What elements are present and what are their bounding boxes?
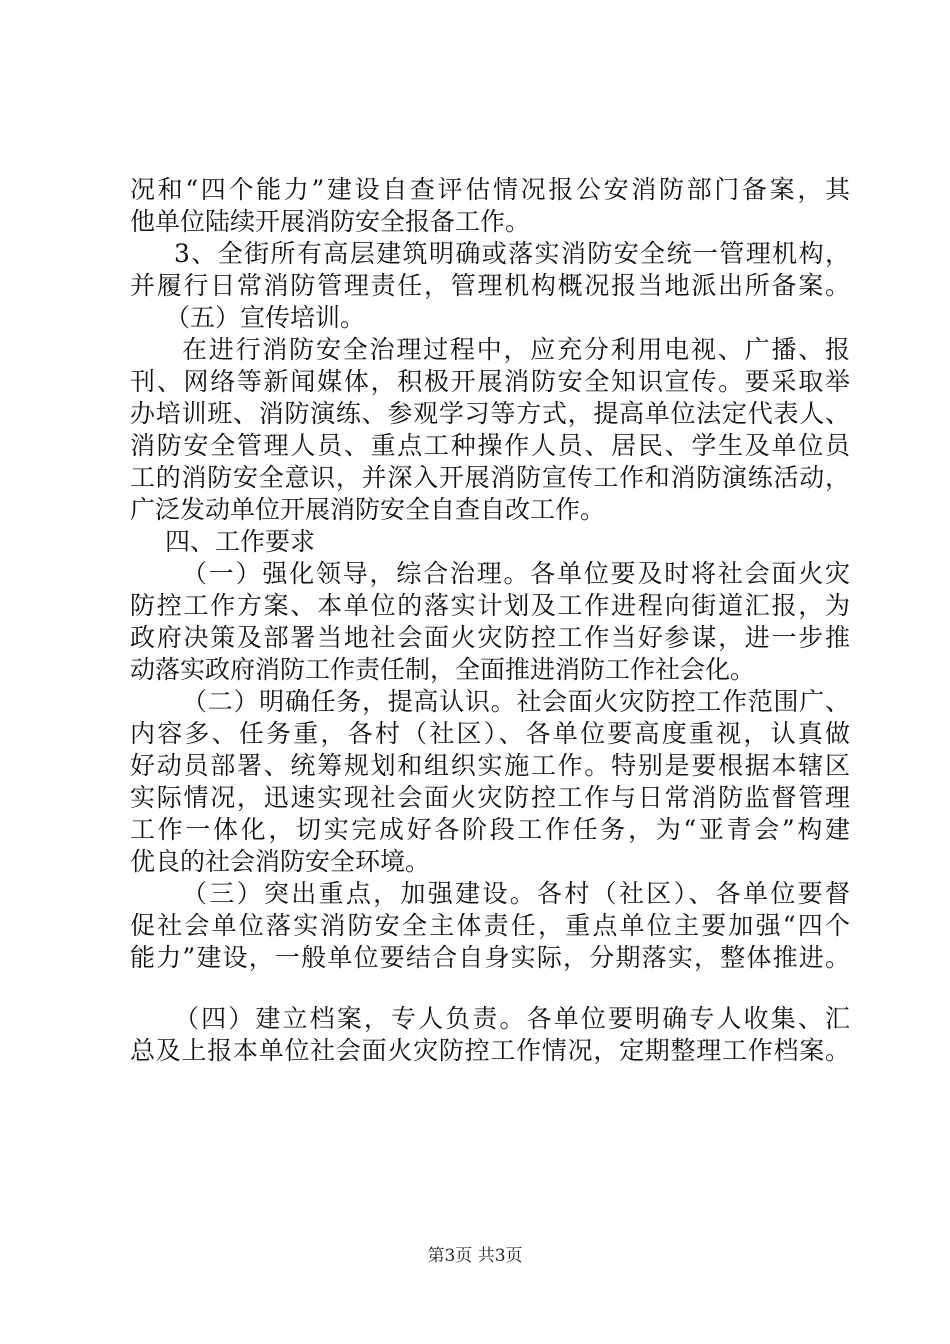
section-heading: （五）宣传培训。	[165, 303, 366, 332]
paragraph-line: 实际情况，迅速实现社会面火灾防控工作与日常消防监督管理	[130, 783, 850, 812]
paragraph-line: 动落实政府消防工作责任制，全面推进消防工作社会化。	[130, 655, 756, 684]
paragraph-line: 工作一体化，切实完成好各阶段工作任务，为“亚青会”构建	[130, 815, 850, 844]
paragraph-line: 在进行消防安全治理过程中，应充分利用电视、广播、报	[182, 335, 850, 364]
paragraph-line: （二）明确任务，提高认识。社会面火灾防控工作范围广、	[182, 687, 850, 716]
paragraph-line: 3、全街所有高层建筑明确或落实消防安全统一管理机构，	[174, 239, 850, 268]
paragraph-line: 能力”建设，一般单位要结合自身实际，分期落实，整体推进。	[130, 943, 850, 972]
paragraph-line: 优良的社会消防安全环境。	[130, 847, 431, 876]
paragraph-line: 总及上报本单位社会面火灾防控工作情况，定期整理工作档案。	[130, 1036, 850, 1065]
paragraph-line: 好动员部署、统筹规划和组织实施工作。特别是要根据本辖区	[130, 751, 850, 780]
paragraph-line: 刊、网络等新闻媒体，积极开展消防安全知识宣传。要采取举	[130, 367, 850, 396]
paragraph-line: 况和“四个能力”建设自查评估情况报公安消防部门备案，其	[130, 175, 850, 204]
paragraph-line: 他单位陆续开展消防安全报备工作。	[130, 207, 531, 236]
paragraph-line: 广泛发动单位开展消防安全自查自改工作。	[130, 495, 606, 524]
paragraph-line: 办培训班、消防演练、参观学习等方式，提高单位法定代表人、	[130, 399, 850, 428]
page-number-footer: 第3页 共3页	[427, 1246, 523, 1266]
paragraph-line: 并履行日常消防管理责任，管理机构概况报当地派出所备案。	[130, 271, 850, 300]
paragraph-line: （一）强化领导，综合治理。各单位要及时将社会面火灾	[182, 559, 850, 588]
paragraph-line: （四）建立档案，专人负责。各单位要明确专人收集、汇	[174, 1004, 850, 1033]
section-heading: 四、工作要求	[165, 527, 316, 556]
paragraph-line: 工的消防安全意识，并深入开展消防宣传工作和消防演练活动，	[130, 463, 850, 492]
paragraph-line: 促社会单位落实消防安全主体责任，重点单位主要加强“四个	[130, 911, 850, 940]
paragraph-line: （三）突出重点，加强建设。各村（社区）、各单位要督	[182, 879, 850, 908]
paragraph-line: 政府决策及部署当地社会面火灾防控工作当好参谋，进一步推	[130, 623, 850, 652]
paragraph-line: 内容多、任务重，各村（社区）、各单位要高度重视，认真做	[130, 719, 850, 748]
paragraph-line: 消防安全管理人员、重点工种操作人员、居民、学生及单位员	[130, 431, 850, 460]
paragraph-line: 防控工作方案、本单位的落实计划及工作进程向街道汇报，为	[130, 591, 850, 620]
